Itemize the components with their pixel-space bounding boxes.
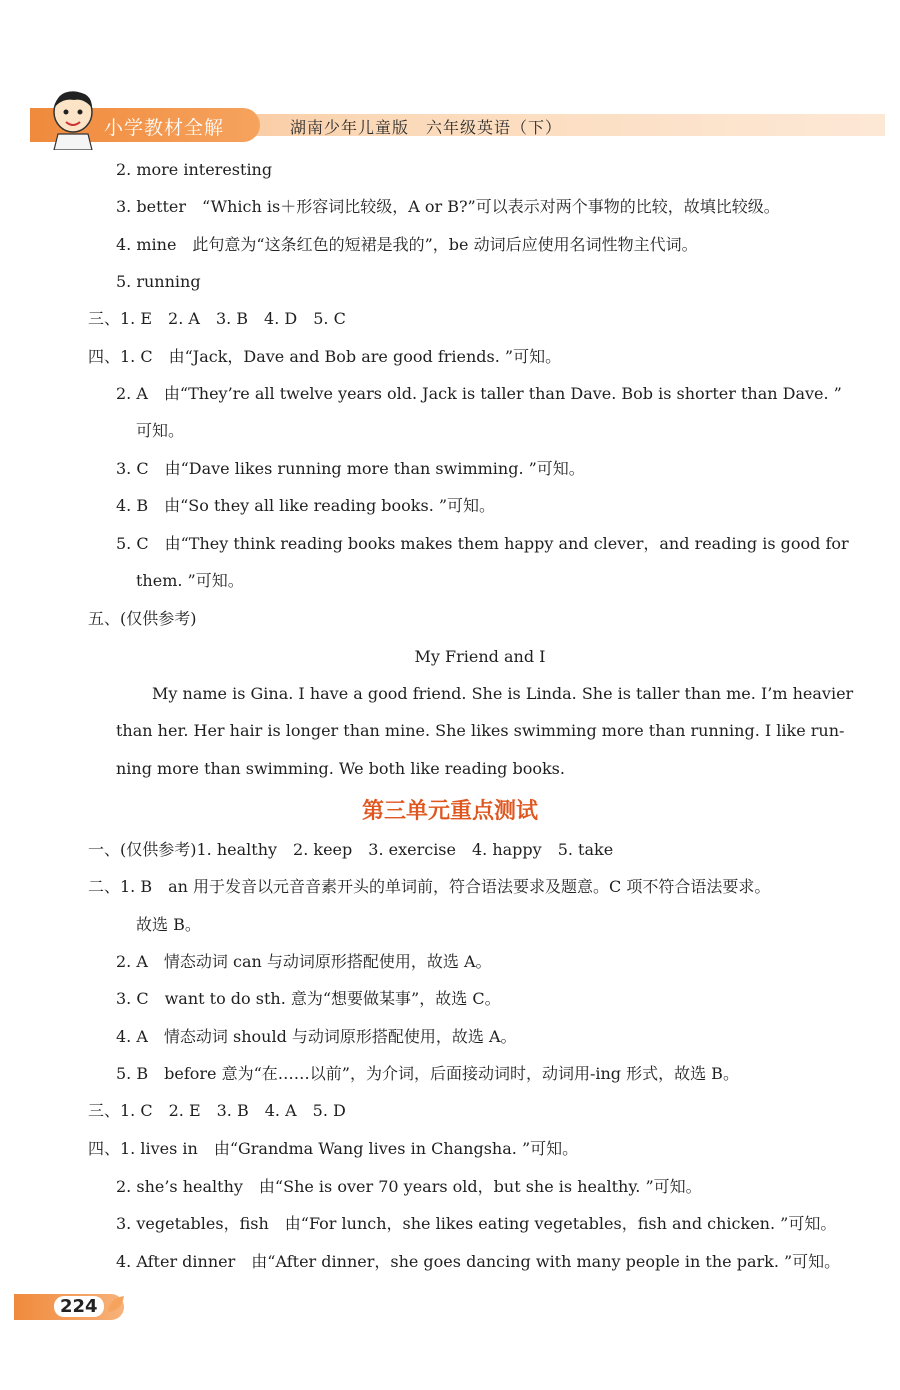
answer-line: 2. A 情态动词 can 与动词原形搭配使用，故选 A。	[116, 952, 492, 971]
answer-line: 可知。	[136, 421, 185, 440]
section-title: 第三单元重点测试	[361, 799, 538, 824]
answer-line: 2. she’s healthy 由“She is over 70 years old，but she is healthy. ”可知。	[116, 1177, 702, 1196]
brand-title: 小学教材全解	[104, 117, 225, 139]
edition-title: 湖南少年儿童版 六年级英语（下）	[290, 118, 563, 137]
answer-line: 4. B 由“So they all like reading books. ”可知。	[116, 496, 496, 515]
answer-line: them. ”可知。	[136, 571, 244, 590]
answer-line: 3. C 由“Dave likes running more than swimming. ”可知。	[116, 459, 585, 478]
answer-line: 5. C 由“They think reading books makes them happy and clever，and reading is good for	[116, 534, 849, 553]
leaf-icon	[106, 1294, 126, 1314]
answer-line: 4. A 情态动词 should 与动词原形搭配使用，故选 A。	[116, 1027, 517, 1046]
answer-line: 故选 B。	[136, 915, 201, 934]
answer-line: 5. running	[116, 272, 201, 291]
essay-line: ning more than swimming. We both like reading books.	[116, 759, 565, 778]
answer-line: 5. B before 意为“在……以前”，为介词，后面接动词时，动词用-ing 形式，故选 B。	[116, 1064, 739, 1083]
answer-line: 一、(仅供参考)1. healthy 2. keep 3. exercise 4. happy 5. take	[88, 840, 614, 859]
answer-line: 4. mine 此句意为“这条红色的短裙是我的”，be 动词后应使用名词性物主代词。	[116, 235, 698, 254]
boy-mascot-icon	[44, 88, 102, 150]
answer-line: 3. better “Which is＋形容词比较级，A or B?”可以表示对两个事物的比较，故填比较级。	[116, 197, 780, 216]
essay-line: than her. Her hair is longer than mine. She likes swimming more than running. I like run-	[116, 721, 845, 740]
answer-line: 2. more interesting	[116, 160, 273, 179]
answer-line: 2. A 由“They’re all twelve years old. Jack is taller than Dave. Bob is shorter than Dave. ”	[116, 384, 842, 403]
answer-line: 五、(仅供参考)	[88, 609, 197, 628]
answer-line: 三、1. E 2. A 3. B 4. D 5. C	[88, 309, 346, 328]
answer-line: 3. C want to do sth. 意为“想要做某事”，故选 C。	[116, 989, 501, 1008]
essay-line: My name is Gina. I have a good friend. She is Linda. She is taller than me. I’m heavier	[152, 684, 854, 703]
answer-line: 4. After dinner 由“After dinner，she goes dancing with many people in the park. ”可知。	[116, 1252, 841, 1271]
answer-line: 四、1. C 由“Jack，Dave and Bob are good friends. ”可知。	[88, 347, 562, 366]
essay-title: My Friend and I	[414, 647, 546, 666]
answer-line: 3. vegetables，fish 由“For lunch，she likes eating vegetables，fish and chicken. ”可知。	[116, 1214, 837, 1233]
answer-line: 二、1. B an 用于发音以元音音素开头的单词前，符合语法要求及题意。C 项不符合语法要求。	[88, 877, 771, 896]
answer-line: 四、1. lives in 由“Grandma Wang lives in Changsha. ”可知。	[88, 1139, 579, 1158]
page-number: 224	[54, 1296, 104, 1317]
answer-line: 三、1. C 2. E 3. B 4. A 5. D	[88, 1101, 346, 1120]
